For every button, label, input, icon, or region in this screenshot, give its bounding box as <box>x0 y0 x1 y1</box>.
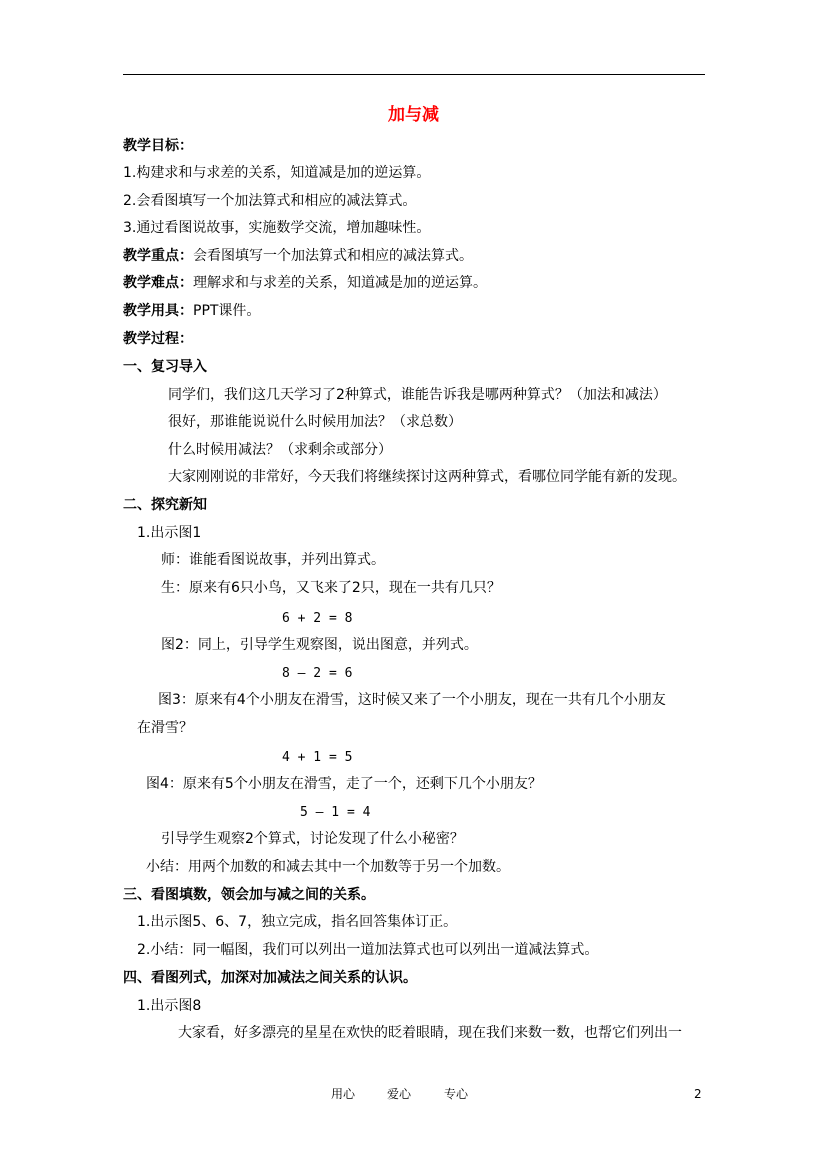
section2-heading: 二、探究新知 <box>123 497 207 513</box>
section2-summary: 小结：用两个加数的和减去其中一个加数等于另一个加数。 <box>146 859 510 875</box>
difficulty-text: 理解求和与求差的关系，知道减是加的逆运算。 <box>193 275 487 291</box>
objective-item-2: 2.会看图填写一个加法算式和相应的减法算式。 <box>123 193 417 209</box>
tools-text: PPT课件。 <box>193 303 261 319</box>
key-point-text: 会看图填写一个加法算式和相应的减法算式。 <box>193 248 473 264</box>
tools-label: 教学用具： <box>123 303 193 319</box>
section2-fig3-b: 在滑雪？ <box>137 720 193 736</box>
objective-item-3: 3.通过看图说故事，实施数学交流，增加趣味性。 <box>123 220 431 236</box>
difficulty <box>123 274 487 292</box>
section1-line-2: 很好，那谁能说说什么时候用加法？（求总数） <box>168 414 462 430</box>
section3-item-1: 1.出示图5、6、7，独立完成，指名回答集体订正。 <box>137 914 458 930</box>
section2-guide: 引导学生观察2个算式，讨论发现了什么小秘密？ <box>161 831 464 847</box>
footer-right: 专心 <box>444 1087 469 1101</box>
section4-line: 大家看，好多漂亮的星星在欢快的眨着眼睛，现在我们来数一数，也帮它们列出一 <box>178 1025 682 1041</box>
footer-left: 用心 <box>331 1087 356 1101</box>
equation-1: 6 + 2 = 8 <box>282 611 353 626</box>
key-point <box>123 247 473 265</box>
section1-heading: 一、复习导入 <box>123 359 207 375</box>
section4-heading: 四、看图列式，加深对加减法之间关系的认识。 <box>123 970 417 986</box>
section1-line-1: 同学们，我们这几天学习了2种算式，谁能告诉我是哪两种算式？（加法和减法） <box>168 387 667 403</box>
section3-item-2: 2.小结：同一幅图，我们可以列出一道加法算式也可以列出一道减法算式。 <box>137 942 599 958</box>
objectives-heading: 教学目标： <box>123 138 193 154</box>
page-number: 2 <box>694 1087 702 1101</box>
tools <box>123 302 260 320</box>
equation-3: 4 + 1 = 5 <box>282 750 353 765</box>
objective-item-1: 1.构建求和与求差的关系，知道减是加的逆运算。 <box>123 165 431 181</box>
header-rule <box>123 74 705 75</box>
footer-middle: 爱心 <box>387 1087 412 1101</box>
section1-line-3: 什么时候用减法？（求剩余或部分） <box>168 442 392 458</box>
section2-student: 生：原来有6只小鸟，又飞来了2只，现在一共有几只？ <box>161 580 501 596</box>
section2-fig2: 图2：同上，引导学生观察图，说出图意，并列式。 <box>161 637 478 653</box>
section2-show: 1.出示图1 <box>137 525 202 541</box>
section2-fig4: 图4：原来有5个小朋友在滑雪，走了一个，还剩下几个小朋友？ <box>146 776 542 792</box>
section2-fig3-a: 图3：原来有4个小朋友在滑雪，这时候又来了一个小朋友，现在一共有几个小朋友 <box>158 692 666 708</box>
section2-teacher: 师：谁能看图说故事，并列出算式。 <box>161 552 385 568</box>
section4-item-1: 1.出示图8 <box>137 998 202 1014</box>
page-title: 加与减 <box>388 105 439 125</box>
equation-2: 8 – 2 = 6 <box>282 666 353 681</box>
key-point-label: 教学重点： <box>123 248 193 264</box>
process-heading: 教学过程： <box>123 331 193 347</box>
equation-4: 5 – 1 = 4 <box>300 805 371 820</box>
section1-line-4: 大家刚刚说的非常好，今天我们将继续探讨这两种算式，看哪位同学能有新的发现。 <box>168 469 686 485</box>
section3-heading: 三、看图填数，领会加与减之间的关系。 <box>123 887 375 903</box>
difficulty-label: 教学难点： <box>123 275 193 291</box>
